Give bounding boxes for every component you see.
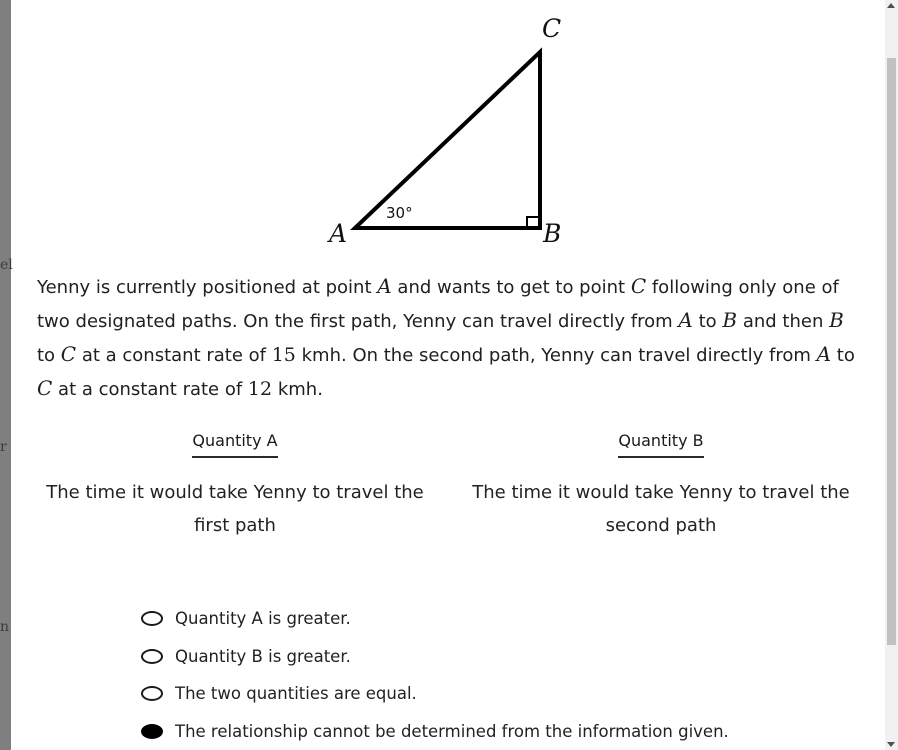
choice-label: Quantity B is greater. <box>175 646 351 666</box>
triangle-figure <box>0 0 898 255</box>
backdrop-text-fragment: n <box>0 619 10 635</box>
scrollbar-thumb[interactable] <box>887 58 896 645</box>
choice-quantity-a-greater[interactable] <box>141 600 729 638</box>
vertical-scrollbar[interactable] <box>885 0 898 750</box>
quantity-a-column <box>40 431 430 542</box>
choice-label: Quantity A is greater. <box>175 609 351 629</box>
answer-choices <box>141 600 729 750</box>
radio-button[interactable] <box>141 724 163 739</box>
backdrop-text-fragment: el <box>0 257 13 273</box>
triangle-diagram <box>0 0 898 255</box>
choice-cannot-be-determined[interactable] <box>141 713 729 750</box>
quantity-b-column <box>466 431 856 542</box>
quantity-b-description: The time it would take Yenny to travel the second path <box>472 482 850 536</box>
radio-button[interactable] <box>141 649 163 664</box>
radio-button[interactable] <box>141 686 163 701</box>
triangle-shape <box>355 52 540 228</box>
vertex-label-b: B <box>543 219 562 248</box>
quantity-a-description: The time it would take Yenny to travel the first path <box>46 482 424 536</box>
vertex-label-c: C <box>542 14 562 43</box>
scroll-down-arrow-icon[interactable] <box>887 742 895 747</box>
scroll-up-arrow-icon[interactable] <box>887 3 895 8</box>
quantity-b-heading: Quantity B <box>618 431 703 458</box>
choice-label: The two quantities are equal. <box>175 684 417 704</box>
quantity-a-heading: Quantity A <box>192 431 277 458</box>
angle-label: 30° <box>386 204 413 222</box>
choice-quantity-b-greater[interactable] <box>141 638 729 676</box>
radio-button[interactable] <box>141 611 163 626</box>
choice-label: The relationship cannot be determined from the information given. <box>175 721 729 741</box>
question-text: Yenny is currently positioned at point A and wants to get to point C following only one of two designated paths. On the first path, Yenny can travel directly from A to B and then B to C at a constant rate of 15 kmh. On the second path, Yenny can travel directly from A to C at a constant rate of 12 kmh. <box>37 274 855 400</box>
choice-quantities-equal[interactable] <box>141 675 729 713</box>
backdrop-text-fragment: r <box>0 439 7 455</box>
vertex-label-a: A <box>329 219 348 248</box>
